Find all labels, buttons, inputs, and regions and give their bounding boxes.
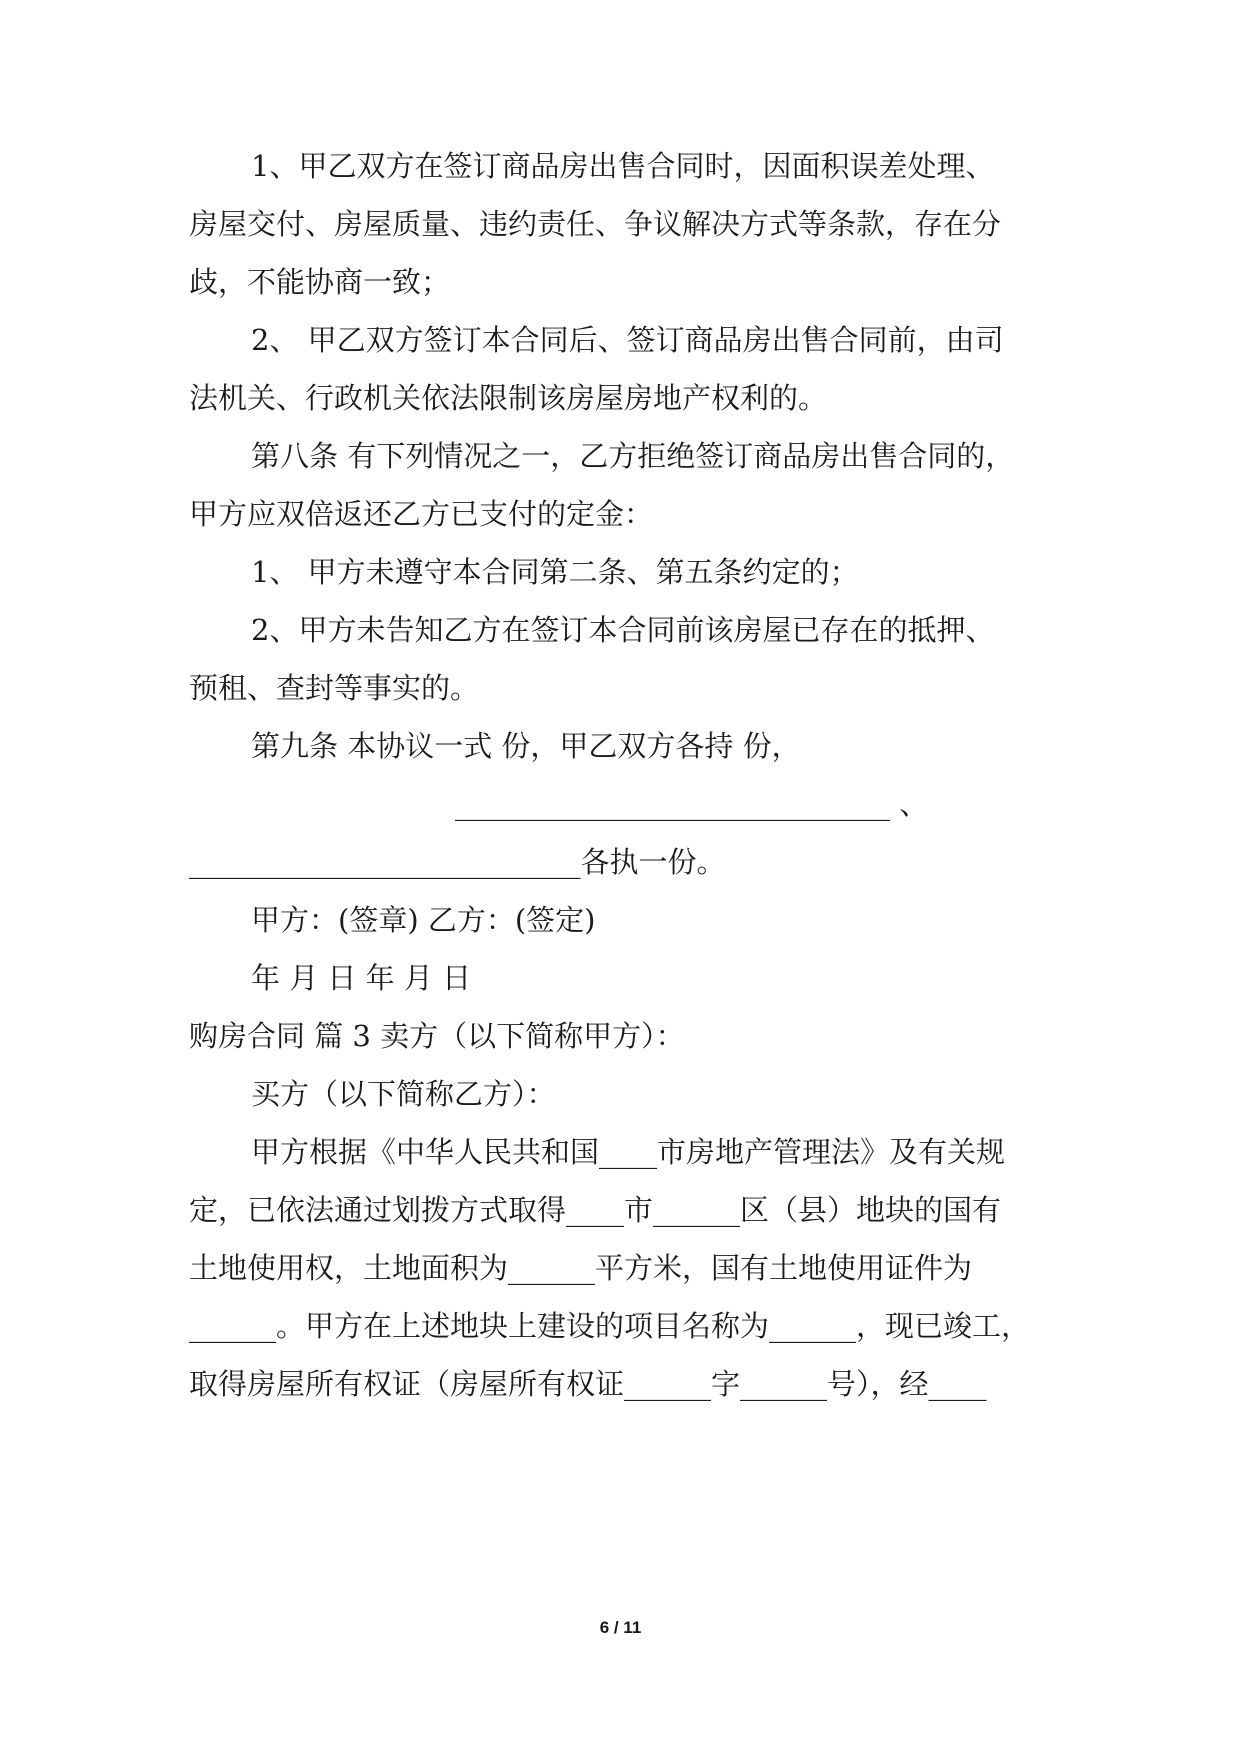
paragraph-line: 1、甲乙双方在签订商品房出售合同时，因面积误差处理、 bbox=[251, 149, 995, 183]
paragraph-line: 1、 甲方未遵守本合同第二条、第五条约定的； bbox=[251, 555, 859, 589]
paragraph-line: 房屋交付、房屋质量、违约责任、争议解决方式等条款，存在分 bbox=[189, 207, 1002, 241]
blank-fill-line: ______________________________ 、 bbox=[455, 787, 929, 821]
paragraph-line: 买方（以下简称乙方）： bbox=[251, 1077, 556, 1111]
paragraph-line: 定，已依法通过划拨方式取得____市______区（县）地块的国有 bbox=[189, 1193, 1002, 1227]
signature-line: 甲方：(签章) 乙方：(签定) bbox=[251, 903, 596, 937]
article-heading-line: 第九条 本协议一式 份，甲乙双方各持 份， bbox=[251, 729, 801, 763]
paragraph-line: 2、 甲乙双方签订本合同后、签订商品房出售合同前，由司 bbox=[251, 323, 1004, 357]
article-heading-line: 第八条 有下列情况之一，乙方拒绝签订商品房出售合同的， bbox=[251, 439, 1015, 473]
paragraph-line: ______。甲方在上述地块上建设的项目名称为______，现已竣工， bbox=[189, 1309, 1031, 1343]
section-heading-line: 购房合同 篇 3 卖方（以下简称甲方）： bbox=[189, 1019, 685, 1053]
paragraph-line: 取得房屋所有权证（房屋所有权证______字______号），经____ bbox=[189, 1367, 987, 1401]
paragraph-line: 2、甲方未告知乙方在签订本合同前该房屋已存在的抵押、 bbox=[251, 613, 995, 647]
page-number: 6 / 11 bbox=[599, 1618, 642, 1637]
blank-fill-line: ___________________________各执一份。 bbox=[189, 845, 726, 879]
paragraph-line: 预租、查封等事实的。 bbox=[189, 671, 480, 705]
paragraph-line: 甲方根据《中华人民共和国____市房地产管理法》及有关规 bbox=[251, 1135, 1006, 1169]
paragraph-line: 歧，不能协商一致； bbox=[189, 265, 451, 299]
paragraph-line: 甲方应双倍返还乙方已支付的定金： bbox=[189, 497, 654, 531]
date-line: 年 月 日 年 月 日 bbox=[251, 961, 472, 995]
paragraph-line: 土地使用权，土地面积为______平方米，国有土地使用证件为 bbox=[189, 1251, 973, 1285]
paragraph-line: 法机关、行政机关依法限制该房屋房地产权利的。 bbox=[189, 381, 828, 415]
